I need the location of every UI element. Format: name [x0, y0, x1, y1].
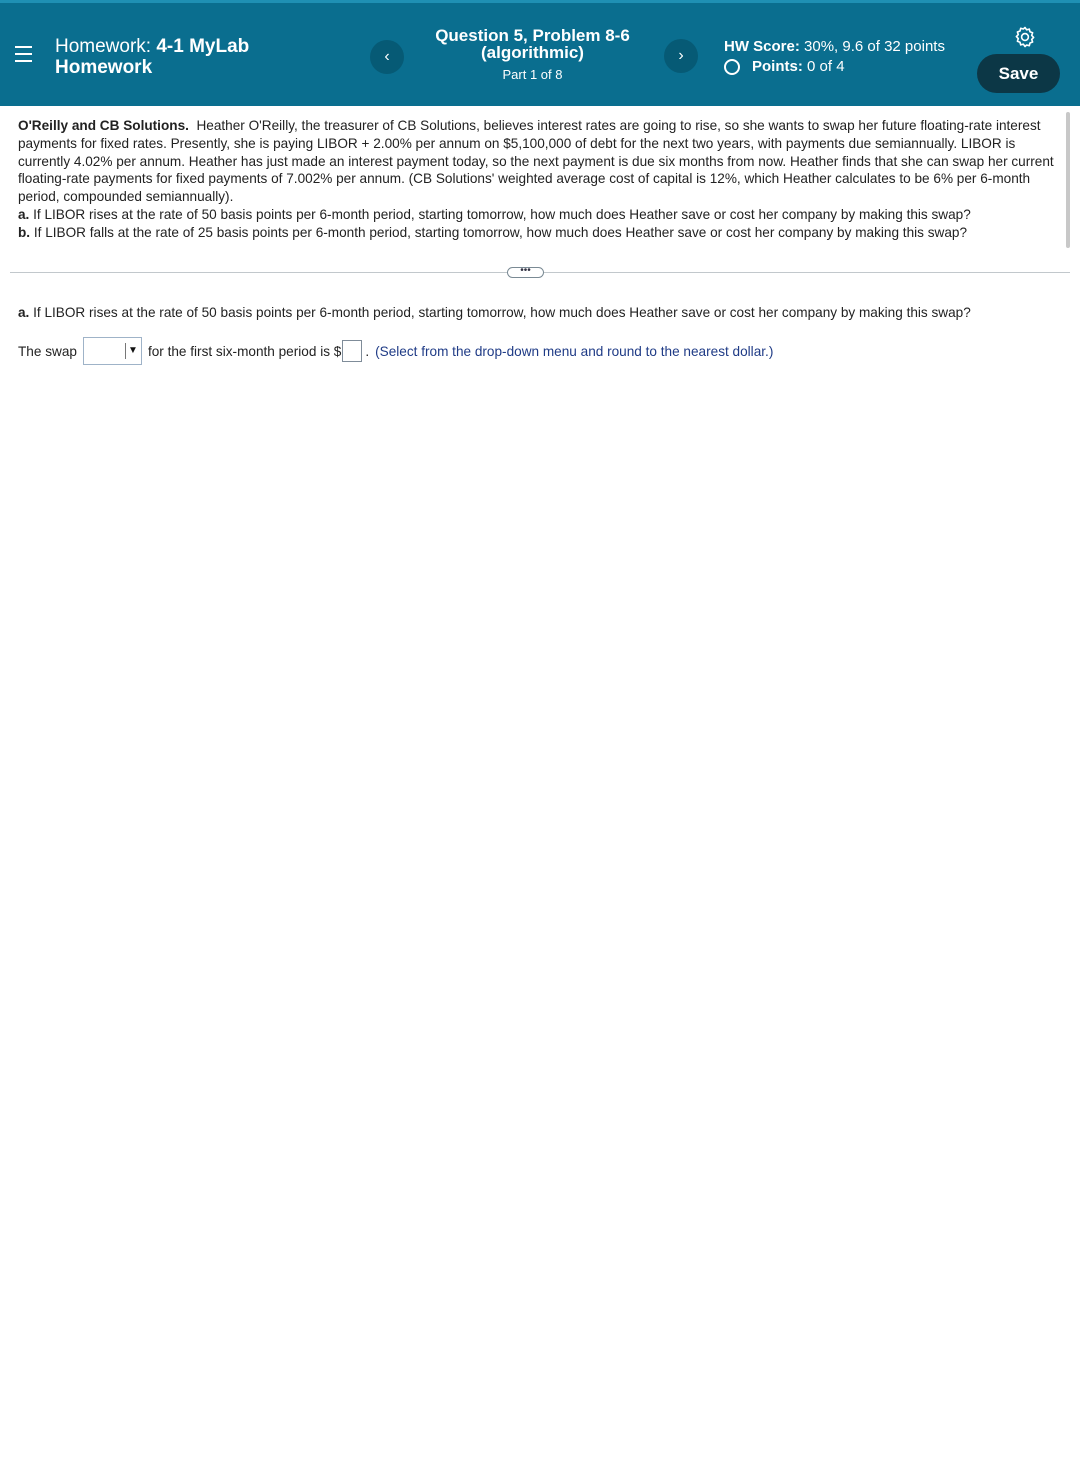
previous-question-button[interactable]: [370, 40, 404, 74]
menu-icon[interactable]: [15, 46, 32, 62]
chevron-right-icon: ›: [678, 47, 684, 64]
question-title: [420, 27, 645, 82]
question-name-line2: (algorithmic): [481, 43, 584, 62]
part-a-text: If LIBOR rises at the rate of 50 basis points per 6-month period, starting tomorrow, how much does Heather save or cost her company by making this swap?: [33, 305, 971, 320]
gear-icon[interactable]: [1013, 25, 1037, 49]
problem-a-label: a.: [18, 206, 30, 222]
swap-result-dropdown[interactable]: [83, 337, 142, 365]
problem-a-text: If LIBOR rises at the rate of 50 basis points per 6-month period, starting tomorrow, how much does Heather save or cost her company by making this swap?: [33, 206, 971, 222]
problem-body: Heather O'Reilly, the treasurer of CB Solutions, believes interest rates are going to rise, so she wants to swap her future floating-rate interest payments for fixed rates. Presently, she is paying LIBOR + 2.00% per annum on $5,100,000 of debt for the next two years, with payments due semiannually. LIBOR is currently 4.02% per annum. Heather has just made an interest payment today, so the next payment is due six months from now. Heather finds that she can swap her current floating-rate payments for fixed payments of 7.002% per annum. (CB Solutions' weighted average cost of capital is 12%, which Heather calculates to be 6% per 6-month period, compounded semiannually).: [18, 118, 1054, 205]
part-a-label: a.: [18, 305, 30, 320]
homework-label: Homework:: [55, 36, 152, 57]
answer-period: .: [365, 343, 370, 359]
question-name-line1: Question 5, Problem 8-6: [435, 26, 630, 45]
problem-title: O'Reilly and CB Solutions.: [18, 118, 189, 133]
chevron-left-icon: ‹: [384, 48, 390, 65]
amount-input[interactable]: [342, 340, 362, 362]
problem-b-text: If LIBOR falls at the rate of 25 basis points per 6-month period, starting tomorrow, how much does Heather save or cost her company by making this swap?: [33, 224, 968, 240]
answer-prefix: The swap: [18, 343, 77, 359]
next-question-button[interactable]: [664, 39, 698, 73]
circle-icon: [724, 59, 740, 75]
scrollbar[interactable]: [1066, 112, 1070, 248]
hw-score-value: 30%, 9.6 of 32 points: [804, 38, 945, 55]
dropdown-arrow-icon: ▼: [125, 343, 140, 359]
answer-row: [18, 337, 773, 365]
save-button[interactable]: Save: [977, 54, 1060, 93]
problem-statement: [18, 117, 1060, 242]
points-value: 0 of 4: [807, 58, 845, 75]
question-part: Part 1 of 8: [502, 67, 563, 82]
problem-b-label: b.: [18, 224, 31, 240]
homework-name-line2: Homework: [55, 57, 153, 78]
answer-hint: (Select from the drop-down menu and round to the nearest dollar.): [375, 343, 774, 359]
homework-name-line1: 4-1 MyLab: [156, 36, 250, 57]
answer-middle: for the first six-month period is $: [147, 343, 342, 359]
part-a-question: [18, 304, 971, 322]
points-label: Points:: [752, 58, 803, 75]
homework-title: [55, 36, 249, 78]
top-bar: [0, 0, 1080, 106]
hw-score-label: HW Score:: [724, 38, 800, 55]
score-panel: [724, 37, 945, 77]
expand-button[interactable]: •••: [507, 267, 544, 278]
